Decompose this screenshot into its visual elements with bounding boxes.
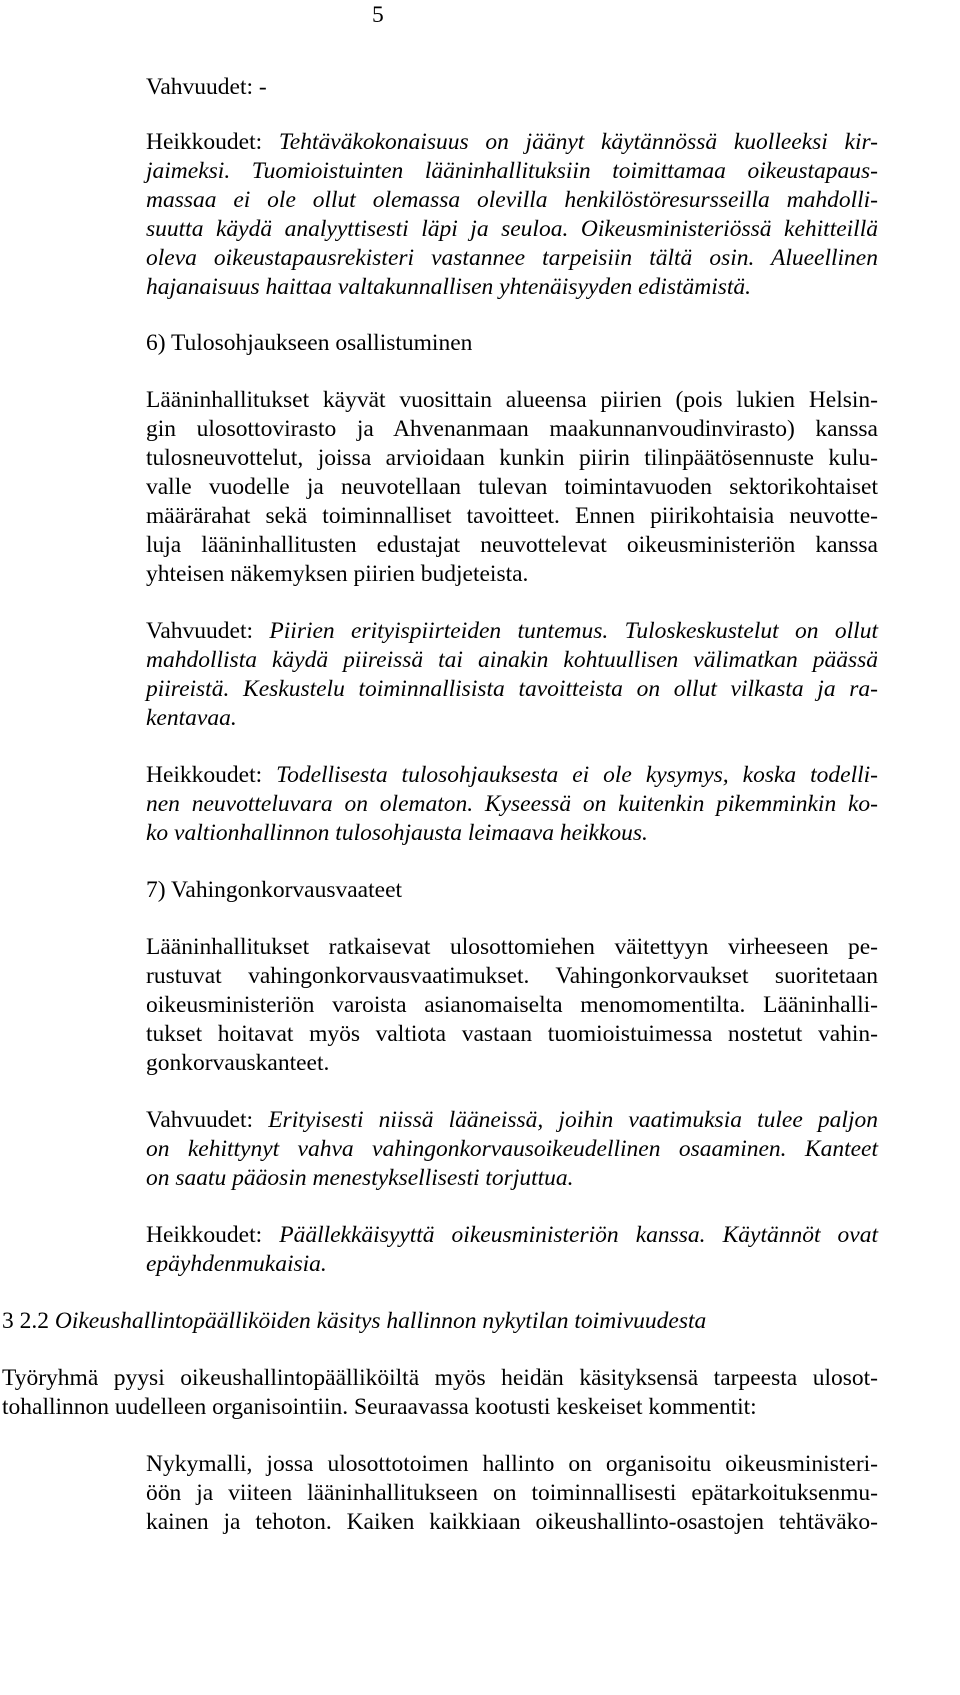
text-span: 7) Vahingonkorvausvaateet	[146, 877, 403, 903]
text-line	[146, 1106, 878, 1135]
text-line	[146, 704, 237, 733]
text-line	[146, 531, 878, 560]
text-line	[146, 1164, 574, 1193]
text-span: Heikkoudet:	[146, 1222, 280, 1248]
italic-text: on saatu pääosin menestyksellisesti torjuttua.	[146, 1165, 574, 1191]
text-line	[146, 991, 878, 1020]
italic-text: Todellisesta tulosohjauksesta ei ole kysymys, koska todelli-	[276, 762, 879, 788]
text-line	[146, 473, 878, 502]
text-line	[146, 1450, 878, 1479]
text-line	[146, 790, 878, 819]
text-line	[146, 819, 648, 848]
text-span: tukset hoitavat myös valtiota vastaan tuomioistuimessa nostetut vahin-	[146, 1021, 878, 1047]
text-line	[146, 128, 878, 157]
text-line	[146, 1020, 878, 1049]
italic-text: Erityisesti niissä lääneissä, joihin vaatimuksia tulee paljon	[268, 1107, 878, 1133]
text-line	[146, 560, 528, 589]
italic-text: jaimeksi. Tuomioistuinten lääninhallituksiin toimittamaa oikeustapaus-	[146, 158, 878, 184]
text-span: määrärahat sekä toiminnalliset tavoitteet. Ennen piirikohtaisia neuvotte-	[146, 503, 878, 529]
text-line	[2, 1307, 706, 1336]
text-span: luja lääninhallitusten edustajat neuvottelevat oikeusministeriön kanssa	[146, 532, 878, 558]
text-line	[146, 415, 878, 444]
italic-text: piireistä. Keskustelu toiminnallisista tavoitteista on ollut vilkasta ja ra-	[146, 676, 878, 702]
text-span: gonkorvauskanteet.	[146, 1050, 330, 1076]
text-span: 6) Tulosohjaukseen osallistuminen	[146, 330, 473, 356]
text-span: gin ulosottovirasto ja Ahvenanmaan maakunnanvoudinvirasto) kanssa	[146, 416, 878, 442]
text-span: Lääninhallitukset käyvät vuosittain alueensa piirien (pois lukien Helsin-	[146, 387, 878, 413]
italic-text: mahdollista käydä piireissä tai ainakin kohtuullisen välimatkan päässä	[146, 647, 878, 673]
text-span: Vahvuudet:	[146, 1107, 269, 1133]
italic-text: kentavaa.	[146, 705, 237, 731]
text-line	[146, 933, 878, 962]
text-span: tulosneuvottelut, joissa arvioidaan kunkin piirin tilinpäätösennuste kulu-	[146, 445, 878, 471]
text-span: rustuvat vahingonkorvausvaatimukset. Vahingonkorvaukset suoritetaan	[146, 963, 878, 989]
text-span: 3 2.2	[2, 1308, 55, 1334]
text-span: Nykymalli, jossa ulosottotoimen hallinto on organisoitu oikeusministeri-	[146, 1451, 878, 1477]
text-line	[146, 73, 267, 102]
text-span: Heikkoudet:	[146, 129, 279, 155]
italic-text: hajanaisuus haittaa valtakunnallisen yhtenäisyyden edistämistä.	[146, 274, 752, 300]
text-span: Heikkoudet:	[146, 762, 277, 788]
italic-text: nen neuvotteluvara on olematon. Kyseessä on kuitenkin pikemminkin ko-	[146, 791, 878, 817]
text-span: kainen ja tehoton. Kaiken kaikkiaan oikeushallinto-osastojen tehtäväko-	[146, 1509, 878, 1535]
text-line	[146, 1221, 878, 1250]
page-number: 5	[372, 2, 384, 28]
text-line	[146, 646, 878, 675]
italic-text: massaa ei ole ollut olemassa olevilla henkilöstöresursseilla mahdolli-	[146, 187, 878, 213]
text-span: Työryhmä pyysi oikeushallintopäälliköiltä myös heidän käsityksensä tarpeesta ulosot-	[2, 1365, 878, 1391]
text-line	[146, 1250, 327, 1279]
italic-text: Tehtäväkokonaisuus on jäänyt käytännössä kuolleeksi kir-	[278, 129, 878, 155]
text-line	[146, 1508, 878, 1537]
text-span: yhteisen näkemyksen piirien budjeteista.	[146, 561, 529, 587]
text-line	[2, 1393, 757, 1422]
italic-text: Oikeushallintopäälliköiden käsitys hallinnon nykytilan toimivuudesta	[54, 1308, 707, 1334]
text-line	[146, 1479, 878, 1508]
text-line	[146, 329, 472, 358]
text-line	[146, 444, 878, 473]
text-line	[146, 186, 878, 215]
italic-text: epäyhdenmukaisia.	[146, 1251, 327, 1277]
italic-text: Piirien erityispiirteiden tuntemus. Tuloskeskustelut on ollut	[269, 618, 878, 644]
text-span: Lääninhallitukset ratkaisevat ulosottomiehen väitettyyn virheeseen pe-	[146, 934, 878, 960]
text-line	[146, 962, 878, 991]
italic-text: on kehittynyt vahva vahingonkorvausoikeudellinen osaaminen. Kanteet	[146, 1136, 878, 1162]
italic-text: oleva oikeustapausrekisteri vastannee tarpeisiin tältä osin. Alueellinen	[146, 245, 878, 271]
text-line	[146, 273, 751, 302]
text-span: Vahvuudet:	[146, 618, 270, 644]
text-line	[2, 1364, 878, 1393]
text-line	[146, 1135, 878, 1164]
italic-text: Päällekkäisyyttä oikeusministeriön kanssa. Käytännöt ovat	[279, 1222, 879, 1248]
text-span: Vahvuudet: -	[146, 74, 267, 100]
text-span: oikeusministeriön varoista asianomaiselta menomomentilta. Lääninhalli-	[146, 992, 878, 1018]
text-line	[146, 675, 878, 704]
text-span: tohallinnon uudelleen organisointiin. Seuraavassa kootusti keskeiset kommentit:	[2, 1394, 757, 1420]
text-line	[146, 215, 878, 244]
text-span: öön ja viiteen lääninhallitukseen on toiminnallisesti epätarkoituksenmu-	[146, 1480, 878, 1506]
text-line	[146, 617, 878, 646]
italic-text: suutta käydä analyyttisesti läpi ja seuloa. Oikeusministeriössä kehitteillä	[146, 216, 878, 242]
text-line	[146, 1049, 329, 1078]
text-span: valle vuodelle ja neuvotellaan tulevan toimintavuoden sektorikohtaiset	[146, 474, 878, 500]
text-line	[146, 157, 878, 186]
italic-text: ko valtionhallinnon tulosohjausta leimaava heikkous.	[146, 820, 648, 846]
text-line	[146, 244, 878, 273]
text-line	[146, 386, 878, 415]
text-line	[146, 876, 402, 905]
text-line	[146, 502, 878, 531]
text-line	[146, 761, 878, 790]
